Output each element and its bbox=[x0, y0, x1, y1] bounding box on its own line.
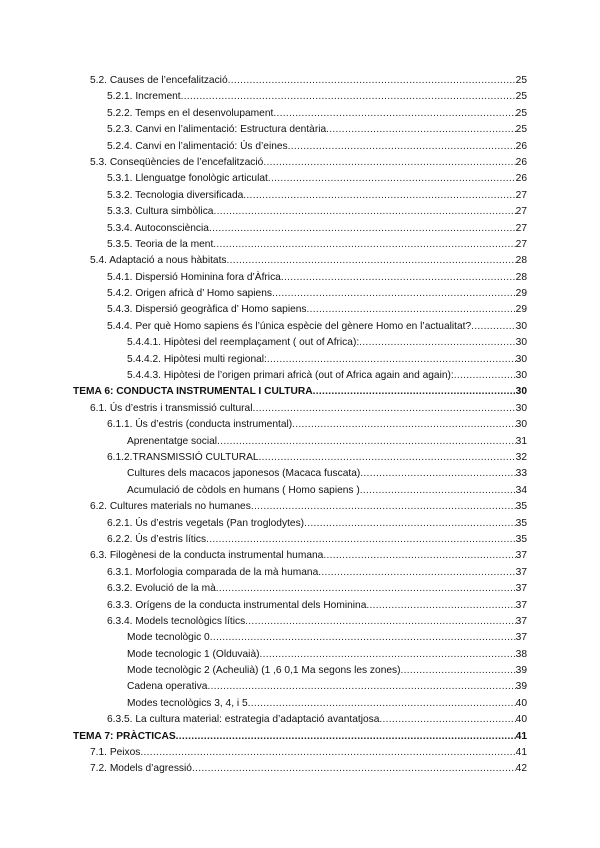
toc-entry bbox=[0, 483, 600, 499]
toc-entry-title: 6.2. Cultures materials no humanes bbox=[90, 501, 251, 513]
toc-page-number: 30 bbox=[515, 386, 527, 398]
toc-entry-title: 6.1.1. Ús d’estris (conducta instrumental) bbox=[107, 419, 293, 431]
toc-entry-title: 5.3.4. Autoconsciència bbox=[107, 222, 209, 234]
toc-entry-title: 6.3.3. Orígens de la conducta instrumental dels Hominina bbox=[107, 599, 367, 611]
toc-chapter-heading bbox=[0, 384, 600, 400]
toc-entry bbox=[0, 548, 600, 564]
toc-entry bbox=[0, 401, 600, 417]
toc-dot-leader bbox=[366, 598, 515, 614]
toc-page-number: 39 bbox=[515, 681, 527, 693]
toc-dot-leader bbox=[273, 106, 515, 122]
toc-page-number: 27 bbox=[515, 189, 527, 201]
toc-entry bbox=[0, 417, 600, 433]
toc-page-number: 41 bbox=[515, 747, 527, 759]
toc-entry-title: 5.3.3. Cultura simbòlica bbox=[107, 206, 214, 218]
toc-page-number: 37 bbox=[515, 550, 527, 562]
toc-entry bbox=[0, 581, 600, 597]
toc-entry bbox=[0, 270, 600, 286]
toc-entry-title: TEMA 7: PRÀCTICAS bbox=[73, 730, 176, 742]
toc-entry bbox=[0, 89, 600, 105]
toc-page-number: 37 bbox=[515, 615, 527, 627]
toc-entry bbox=[0, 647, 600, 663]
toc-dot-leader bbox=[359, 335, 515, 351]
toc-entry bbox=[0, 319, 600, 335]
toc-dot-leader bbox=[292, 417, 516, 433]
toc-page-number: 26 bbox=[515, 173, 527, 185]
toc-entry bbox=[0, 614, 600, 630]
toc-entry-title: 6.1. Ús d’estris i transmissió cultural bbox=[90, 402, 253, 414]
toc-entry-title: 6.3.4. Models tecnològics lítics bbox=[107, 615, 246, 627]
toc-entry bbox=[0, 565, 600, 581]
toc-entry bbox=[0, 368, 600, 384]
toc-entry-title: 5.3.1. Llenguatge fonològic articulat bbox=[107, 173, 268, 185]
toc-page-number: 28 bbox=[515, 271, 527, 283]
toc-entry bbox=[0, 450, 600, 466]
toc-dot-leader bbox=[360, 483, 516, 499]
toc-page-number: 40 bbox=[515, 714, 527, 726]
toc-page-number: 28 bbox=[515, 255, 527, 267]
toc-dot-leader bbox=[272, 286, 516, 302]
toc-page-number: 30 bbox=[515, 337, 527, 349]
toc-entry-title: Aprenentatge social bbox=[127, 435, 218, 447]
toc-entry-title: 5.2.4. Canvi en l’alimentació: Ús d’eines bbox=[107, 140, 288, 152]
toc-page-number: 25 bbox=[515, 107, 527, 119]
toc-dot-leader bbox=[213, 204, 515, 220]
toc-dot-leader bbox=[318, 565, 515, 581]
toc-entry-title: Mode tecnològic 2 (Acheulià) (1 ,6 0,1 Ma segons les zones) bbox=[127, 665, 401, 677]
toc-entry bbox=[0, 761, 600, 777]
toc-page-number: 30 bbox=[515, 402, 527, 414]
toc-chapter-heading bbox=[0, 729, 600, 745]
toc-dot-leader bbox=[379, 712, 515, 728]
toc-dot-leader bbox=[248, 696, 516, 712]
toc-dot-leader bbox=[267, 352, 516, 368]
toc-entry-title: 5.3.5. Teoria de la ment bbox=[107, 238, 214, 250]
toc-entry-title: 6.2.2. Ús d’estris lítics bbox=[107, 533, 207, 545]
toc-page-number: 37 bbox=[515, 566, 527, 578]
toc-entry bbox=[0, 352, 600, 368]
toc-page-number: 41 bbox=[515, 730, 527, 742]
toc-entry bbox=[0, 335, 600, 351]
toc-page-number: 27 bbox=[515, 206, 527, 218]
toc-entry bbox=[0, 630, 600, 646]
toc-entry bbox=[0, 712, 600, 728]
toc-page-number: 25 bbox=[515, 124, 527, 136]
toc-entry-title: 5.4. Adaptació a nous hàbitats bbox=[90, 255, 227, 267]
toc-dot-leader bbox=[313, 384, 516, 400]
toc-dot-leader bbox=[288, 139, 516, 155]
toc-page-number: 37 bbox=[515, 583, 527, 595]
toc-entry bbox=[0, 434, 600, 450]
toc-dot-leader bbox=[260, 647, 516, 663]
toc-entry-title: TEMA 6: CONDUCTA INSTRUMENTAL I CULTURA bbox=[73, 386, 313, 398]
toc-entry bbox=[0, 122, 600, 138]
toc-dot-leader bbox=[281, 270, 516, 286]
toc-page-number: 42 bbox=[515, 763, 527, 775]
toc-entry-title: 6.1.2.TRANSMISSIÓ CULTURAL bbox=[107, 451, 259, 463]
toc-entry bbox=[0, 663, 600, 679]
toc-entry bbox=[0, 745, 600, 761]
toc-entry bbox=[0, 155, 600, 171]
toc-entry bbox=[0, 139, 600, 155]
toc-entry bbox=[0, 532, 600, 548]
toc-dot-leader bbox=[268, 171, 516, 187]
toc-dot-leader bbox=[181, 89, 516, 105]
toc-dot-leader bbox=[360, 466, 515, 482]
toc-entry-title: 6.3.2. Evolució de la mà bbox=[107, 583, 216, 595]
toc-page-number: 29 bbox=[515, 304, 527, 316]
toc-dot-leader bbox=[471, 319, 516, 335]
toc-page-number: 30 bbox=[515, 370, 527, 382]
toc-entry-title: 5.4.1. Dispersió Hominina fora d’Àfrica bbox=[107, 271, 281, 283]
toc-entry bbox=[0, 466, 600, 482]
toc-entry-title: 5.4.2. Origen africà d’ Homo sapiens bbox=[107, 288, 272, 300]
toc-dot-leader bbox=[326, 122, 516, 138]
toc-page-number: 40 bbox=[515, 697, 527, 709]
toc-dot-leader bbox=[454, 368, 516, 384]
toc-entry-title: 6.3.5. La cultura material: estrategia d’adaptació avantatjosa bbox=[107, 714, 380, 726]
toc-entry bbox=[0, 188, 600, 204]
toc-entry bbox=[0, 221, 600, 237]
toc-entry-title: 5.4.4. Per què Homo sapiens és l’única espècie del gènere Homo en l’actualitat? bbox=[107, 320, 472, 332]
toc-dot-leader bbox=[209, 221, 516, 237]
toc-page-number: 30 bbox=[515, 353, 527, 365]
toc-entry-title: 5.4.4.1. Hipòtesi del reemplaçament ( out of Africa): bbox=[127, 337, 360, 349]
toc-entry-title: 5.3.2. Tecnologia diversificada bbox=[107, 189, 244, 201]
toc-page-number: 32 bbox=[515, 451, 527, 463]
toc-dot-leader bbox=[228, 73, 516, 89]
toc-entry bbox=[0, 598, 600, 614]
toc-dot-leader bbox=[307, 302, 516, 318]
toc-entry-title: 5.2.1. Increment bbox=[107, 91, 181, 103]
toc-dot-leader bbox=[245, 614, 515, 630]
toc-dot-leader bbox=[217, 434, 516, 450]
toc-dot-leader bbox=[140, 745, 515, 761]
toc-entry-title: 5.2.3. Canvi en l’alimentació: Estructura dentària bbox=[107, 124, 327, 136]
toc-entry bbox=[0, 286, 600, 302]
toc-dot-leader bbox=[243, 188, 515, 204]
toc-entry-title: Mode tecnològic 0 bbox=[127, 632, 210, 644]
toc-entry bbox=[0, 237, 600, 253]
toc-dot-leader bbox=[192, 761, 516, 777]
toc-entry-title: 5.4.3. Dispersió geogràfica d’ Homo sapiens bbox=[107, 304, 307, 316]
toc-dot-leader bbox=[216, 581, 516, 597]
table-of-contents bbox=[0, 73, 600, 778]
toc-entry-title: 5.3. Conseqüències de l’encefalització bbox=[90, 156, 264, 168]
toc-page-number: 38 bbox=[515, 648, 527, 660]
toc-entry bbox=[0, 302, 600, 318]
toc-entry bbox=[0, 696, 600, 712]
toc-dot-leader bbox=[210, 630, 516, 646]
toc-page-number: 33 bbox=[515, 468, 527, 480]
toc-page-number: 27 bbox=[515, 238, 527, 250]
toc-dot-leader bbox=[227, 253, 516, 269]
toc-entry-title: Mode tecnologic 1 (Olduvaià) bbox=[127, 648, 260, 660]
toc-page-number: 39 bbox=[515, 665, 527, 677]
toc-entry bbox=[0, 106, 600, 122]
toc-page-number: 27 bbox=[515, 222, 527, 234]
toc-entry-title: Cadena operativa bbox=[127, 681, 208, 693]
toc-dot-leader bbox=[263, 155, 515, 171]
toc-entry-title: 5.2. Causes de l’encefalització bbox=[90, 75, 228, 86]
toc-page-number: 26 bbox=[515, 156, 527, 168]
toc-entry-title: 6.3. Filogènesi de la conducta instrumental humana bbox=[90, 550, 324, 562]
toc-page-number: 34 bbox=[515, 484, 527, 496]
toc-entry bbox=[0, 499, 600, 515]
toc-page-number: 37 bbox=[515, 632, 527, 644]
toc-entry bbox=[0, 73, 600, 89]
toc-entry bbox=[0, 253, 600, 269]
toc-entry-title: Cultures dels macacos japonesos (Macaca fuscata) bbox=[127, 468, 361, 480]
toc-entry-title: 5.4.4.2. Hipòtesi multi regional: bbox=[127, 353, 267, 365]
toc-dot-leader bbox=[401, 663, 516, 679]
toc-page-number: 29 bbox=[515, 288, 527, 300]
toc-entry-title: 6.3.1. Morfologia comparada de la mà humana bbox=[107, 566, 319, 578]
toc-dot-leader bbox=[323, 548, 515, 564]
toc-page-number: 35 bbox=[515, 517, 527, 529]
toc-entry-title: 5.4.4.3. Hipòtesi de l’origen primari africà (out of Africa again and again): bbox=[127, 370, 454, 382]
toc-dot-leader bbox=[251, 499, 516, 515]
toc-page-number: 31 bbox=[515, 435, 527, 447]
toc-entry bbox=[0, 679, 600, 695]
toc-dot-leader bbox=[252, 401, 515, 417]
toc-page-number: 35 bbox=[515, 533, 527, 545]
toc-entry bbox=[0, 171, 600, 187]
toc-entry-title: 5.2.2. Temps en el desenvolupament bbox=[107, 107, 274, 119]
toc-entry-title: 6.2.1. Ús d’estris vegetals (Pan troglodytes) bbox=[107, 517, 305, 529]
toc-dot-leader bbox=[206, 532, 516, 548]
toc-dot-leader bbox=[213, 237, 515, 253]
toc-page-number: 30 bbox=[515, 320, 527, 332]
toc-page-number: 30 bbox=[515, 419, 527, 431]
toc-entry-title: 7.1. Peixos bbox=[90, 747, 141, 759]
toc-page-number: 35 bbox=[515, 501, 527, 513]
toc-dot-leader bbox=[259, 450, 516, 466]
toc-page-number: 37 bbox=[515, 599, 527, 611]
toc-entry bbox=[0, 516, 600, 532]
toc-dot-leader bbox=[207, 679, 515, 695]
toc-dot-leader bbox=[176, 729, 516, 745]
toc-dot-leader bbox=[304, 516, 516, 532]
toc-entry-title: Modes tecnològics 3, 4, i 5 bbox=[127, 697, 248, 709]
toc-page-number: 26 bbox=[515, 140, 527, 152]
toc-entry-title: 7.2. Models d’agressió bbox=[90, 763, 192, 775]
toc-page-number: 25 bbox=[515, 91, 527, 103]
toc-page-number: 25 bbox=[515, 75, 527, 86]
toc-entry-title: Acumulació de còdols en humans ( Homo sapiens ) bbox=[127, 484, 360, 496]
toc-entry bbox=[0, 204, 600, 220]
